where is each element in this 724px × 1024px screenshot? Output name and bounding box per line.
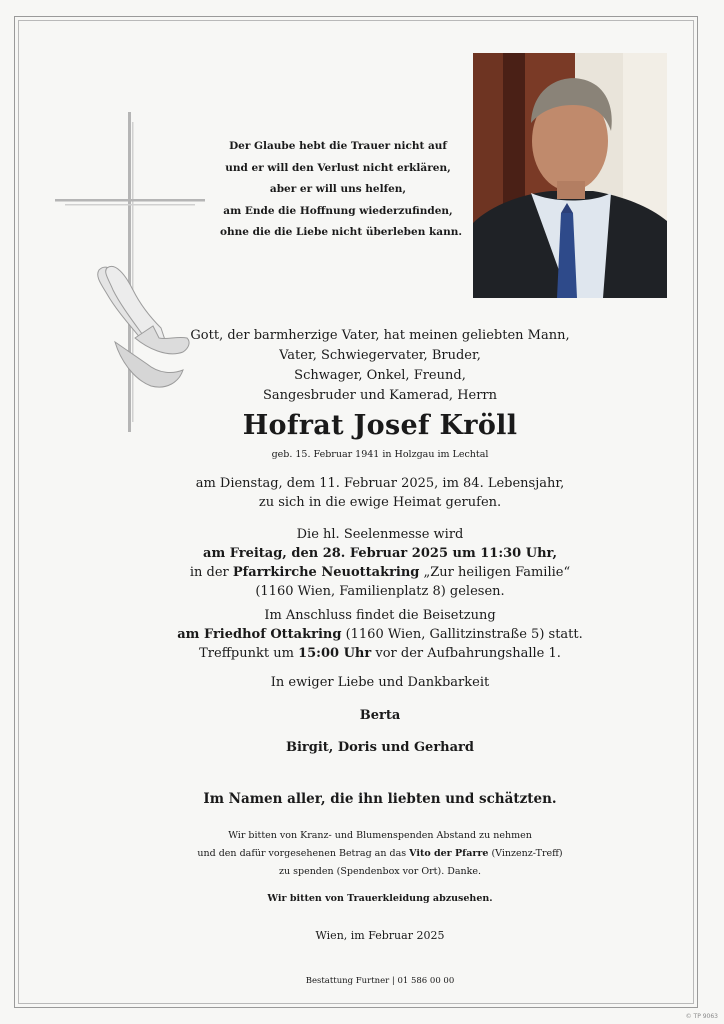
intro-line: Sangesbruder und Kamerad, Herrn <box>262 388 498 403</box>
intro-line: Schwager, Onkel, Freund, <box>294 368 466 383</box>
mourning-wear-note: Wir bitten von Trauerkleidung abzusehen. <box>267 893 493 904</box>
corner-mark: © TP 9063 <box>685 1013 718 1020</box>
mass-church-pre: in der <box>189 565 233 580</box>
mass-info <box>120 525 640 601</box>
quote-line: und er will den Verlust nicht erklären, <box>225 161 451 174</box>
cemetery-name: am Friedhof Ottakring <box>177 627 342 642</box>
place-date: Wien, im Februar 2025 <box>315 929 445 942</box>
intro-text <box>120 326 640 406</box>
donation-pre: und den dafür vorgesehenen Betrag an das <box>197 848 410 859</box>
donation-line <box>120 845 640 863</box>
quote-line: ohne die die Liebe nicht überleben kann. <box>220 226 462 238</box>
birth-info: geb. 15. Februar 1941 in Holzgau im Lechtal <box>271 449 489 460</box>
donation-line: Wir bitten von Kranz- und Blumenspenden Abstand zu nehmen <box>228 830 532 841</box>
mass-church <box>120 563 640 582</box>
donation-recipient: Vito der Pfarre <box>409 848 489 859</box>
quote-line: Der Glaube hebt die Trauer nicht auf <box>229 140 447 152</box>
mass-line: Die hl. Seelenmesse wird <box>296 527 464 542</box>
wife-name: Berta <box>359 708 401 723</box>
donation-note <box>120 827 640 881</box>
burial-line: Im Anschluss findet die Beisetzung <box>264 608 496 623</box>
deceased-name: Hofrat Josef Kröll <box>242 410 518 441</box>
cemetery-address: (1160 Wien, Gallitzinstraße 5) statt. <box>341 627 583 642</box>
church-name: Pfarrkirche Neuottakring <box>232 565 420 580</box>
death-line: zu sich in die ewige Heimat gerufen. <box>258 495 502 510</box>
portrait-photo <box>473 53 667 298</box>
church-address: (1160 Wien, Familienplatz 8) gelesen. <box>255 584 505 599</box>
mass-date-text: am Freitag, den 28. Februar 2025 um 11:30 Uhr, <box>203 546 557 561</box>
death-line: am Dienstag, dem 11. Februar 2025, im 84. Lebensjahr, <box>195 476 565 491</box>
meeting-pre: Treffpunkt um <box>199 646 299 661</box>
mass-date <box>120 544 640 563</box>
children-names: Birgit, Doris und Gerhard <box>286 740 474 755</box>
quote-line: am Ende die Hoffnung wiederzufinden, <box>223 204 453 217</box>
intro-line: Gott, der barmherzige Vater, hat meinen geliebten Mann, <box>190 328 570 343</box>
church-subtitle: „Zur heiligen Familie“ <box>419 565 571 580</box>
death-info <box>120 474 640 512</box>
love-line: In ewiger Liebe und Dankbarkeit <box>270 675 490 690</box>
donation-line: zu spenden (Spendenbox vor Ort). Danke. <box>278 866 482 877</box>
burial-meeting <box>120 644 640 663</box>
burial-cemetery <box>120 625 640 644</box>
burial-info <box>120 606 640 663</box>
all-mourners-line: Im Namen aller, die ihn liebten und schätzten. <box>203 791 557 807</box>
donation-post: (Vinzenz-Treff) <box>488 848 563 859</box>
intro-line: Vater, Schwiegervater, Bruder, <box>279 348 481 363</box>
quote-line: aber er will uns helfen, <box>269 183 407 195</box>
quote-block <box>220 136 462 244</box>
meeting-post: vor der Aufbahrungshalle 1. <box>371 646 561 661</box>
meeting-time: 15:00 Uhr <box>298 646 372 661</box>
undertaker-info: Bestattung Furtner | 01 586 00 00 <box>305 976 455 986</box>
